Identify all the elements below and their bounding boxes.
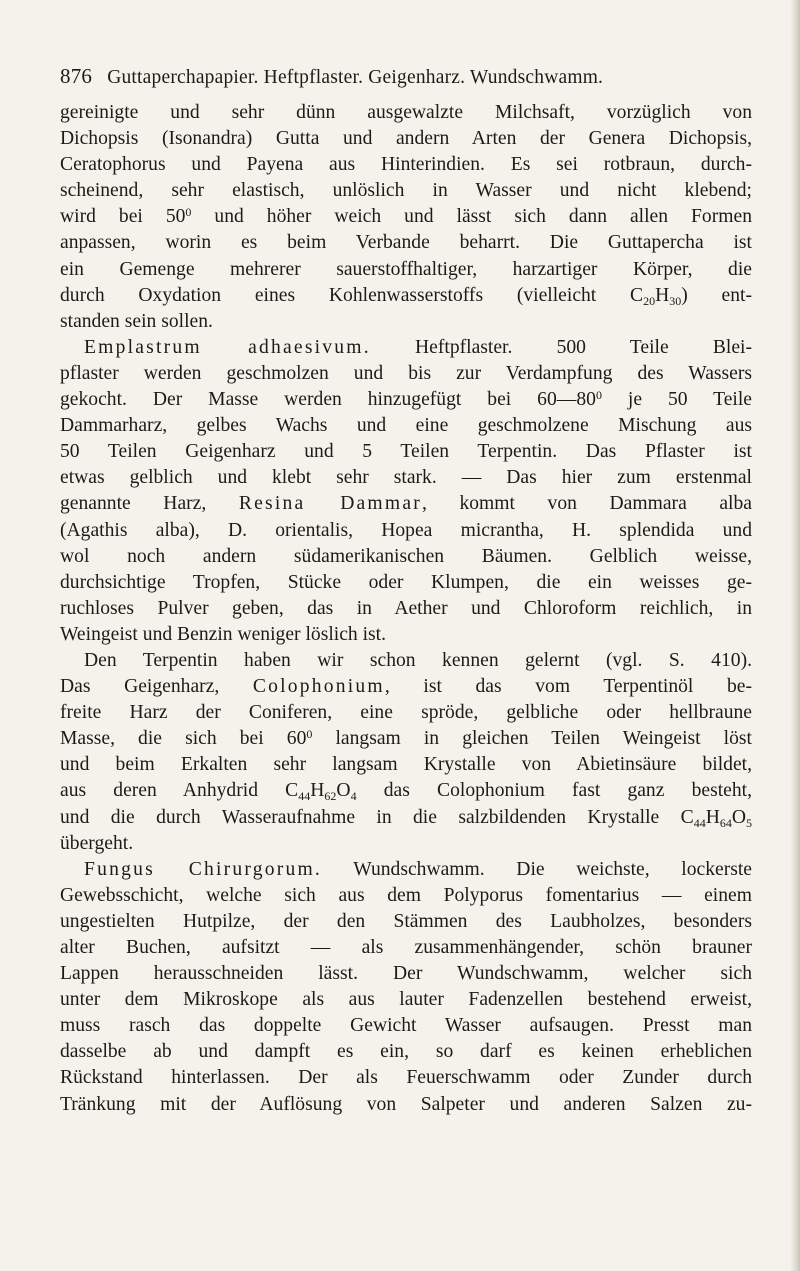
text-line: Gewebsschicht, welche sich aus dem Polyporus fomentarius — einem [60, 884, 752, 906]
text-line: wol noch andern südamerikanischen Bäumen. Gelblich weisse, [60, 545, 752, 567]
text-line: 50 Teilen Geigenharz und 5 Teilen Terpentin. Das Pflaster ist [60, 441, 752, 463]
subscript: 30 [669, 293, 682, 308]
text-line: standen sein sollen. [60, 310, 213, 332]
text-line: durchsichtige Tropfen, Stücke oder Klumpen, die ein weisses ge- [60, 571, 752, 593]
text-line: ruchloses Pulver geben, das in Aether und Chloroform reichlich, in [60, 597, 752, 619]
text-segment: Das Geigenharz, [60, 676, 253, 698]
text-segment: wird bei 50 [60, 206, 186, 228]
text-line: (Agathis alba), D. orientalis, Hopea micrantha, H. splendida und [60, 519, 752, 541]
formula-element: H [655, 284, 670, 306]
text-line: Weingeist und Benzin weniger löslich ist. [60, 623, 387, 645]
degree-mark: 0 [595, 388, 602, 403]
text-line: Lappen herausschneiden lässt. Der Wundschwamm, welcher sich [60, 963, 752, 985]
text-segment: gekocht. Der Masse werden hinzugefügt bei 60—80 [60, 389, 596, 411]
spaced-term: Fungus Chirurgorum. [84, 858, 322, 880]
subscript: 64 [719, 815, 732, 830]
formula-element: H [705, 806, 720, 828]
text-segment: durch Oxydation eines Kohlenwasserstoffs (vielleicht C [60, 284, 644, 306]
text-line [60, 778, 752, 804]
text-segment: Wundschwamm. Die weichste, lockerste [321, 858, 752, 880]
text-line: Rückstand hinterlassen. Der als Feuerschwamm oder Zunder durch [60, 1067, 752, 1089]
text-line: Den Terpentin haben wir schon kennen gelernt (vgl. S. 410). [84, 649, 752, 671]
text-segment: je 50 Teile [601, 389, 752, 411]
text-line: dasselbe ab und dampft es ein, so darf es keinen erheblichen [60, 1041, 752, 1063]
text-segment: , ist das vom Terpentinöl be- [384, 676, 752, 698]
text-line [60, 805, 752, 831]
text-line: pflaster werden geschmolzen und bis zur Verdampfung des Wassers [60, 362, 752, 384]
text-line: freite Harz der Coniferen, eine spröde, gelbliche oder hellbraune [60, 702, 752, 724]
subscript: 44 [298, 789, 311, 804]
subscript: 44 [693, 815, 706, 830]
text-line [60, 857, 752, 883]
text-line: Ceratophorus und Payena aus Hinterindien. Es sei rotbraun, durch- [60, 154, 752, 176]
text-line: muss rasch das doppelte Gewicht Wasser aufsaugen. Presst man [60, 1015, 752, 1037]
degree-mark: 0 [306, 727, 313, 742]
text-line [60, 335, 752, 361]
running-header [60, 64, 750, 89]
page-number: 876 [60, 64, 93, 88]
text-line: gereinigte und sehr dünn ausgewalzte Milchsaft, vorzüglich von [60, 102, 752, 123]
text-line: etwas gelblich und klebt sehr stark. — Das hier zum erstenmal [60, 467, 752, 489]
running-title: Guttaperchapapier. Heftpflaster. Geigenharz. Wundschwamm. [107, 67, 604, 88]
text-line: unter dem Mikroskope als aus lauter Fadenzellen bestehend erweist, [60, 989, 752, 1011]
text-line: ungestielten Hutpilze, der den Stämmen des Laubholzes, besonders [60, 910, 752, 932]
text-segment: und die durch Wasseraufnahme in die salzbildenden Krystalle C [60, 806, 694, 828]
page-edge-shadow [790, 0, 800, 1271]
text-line [60, 674, 752, 700]
text-line: Dichopsis (Isonandra) Gutta und andern Arten der Genera Dichopsis, [60, 128, 752, 150]
text-segment: und höher weich und lässt sich dann allen Formen [191, 206, 752, 228]
text-line: und beim Erkalten sehr langsam Krystalle von Abietinsäure bildet, [60, 754, 752, 776]
text-line: Tränkung mit der Auflösung von Salpeter und anderen Salzen zu- [60, 1093, 752, 1115]
text-line: scheinend, sehr elastisch, unlöslich in Wasser und nicht klebend; [60, 180, 752, 202]
text-line [60, 491, 752, 517]
text-line [60, 283, 752, 309]
text-line: alter Buchen, aufsitzt — als zusammenhängender, schön brauner [60, 937, 752, 958]
subscript: 4 [350, 789, 357, 804]
spaced-term: Emplastrum adhaesivum. [84, 336, 371, 358]
text-segment: Heftpflaster. 500 Teile Blei- [370, 336, 753, 358]
subscript: 20 [643, 293, 656, 308]
spaced-term: Colophonium [252, 676, 385, 698]
text-segment: langsam in gleichen Teilen Weingeist löst [312, 728, 752, 750]
subscript: 5 [746, 815, 752, 830]
text-segment: , kommt von Dammara alba [421, 493, 752, 515]
text-segment: Masse, die sich bei 60 [60, 728, 307, 750]
formula-element: O [731, 806, 746, 828]
spaced-term: Resina Dammar [238, 493, 422, 515]
text-line [60, 204, 752, 230]
text-line [60, 387, 752, 413]
text-line [60, 726, 752, 752]
text-segment: das Colophonium fast ganz besteht, [356, 780, 753, 802]
page-body [60, 100, 752, 1118]
text-segment: ) ent- [681, 284, 753, 306]
formula-element: H [310, 780, 325, 802]
text-line: Dammarharz, gelbes Wachs und eine geschmolzene Mischung aus [60, 415, 752, 437]
formula-element: O [336, 780, 351, 802]
text-line: ein Gemenge mehrerer sauerstoffhaltiger, harzartiger Körper, die [60, 258, 752, 280]
text-line: übergeht. [60, 832, 134, 854]
degree-mark: 0 [185, 205, 192, 220]
subscript: 62 [324, 789, 337, 804]
text-segment: genannte Harz, [60, 493, 239, 515]
text-line: anpassen, worin es beim Verbande beharrt. Die Guttapercha ist [60, 232, 752, 254]
text-segment: aus deren Anhydrid C [60, 780, 299, 802]
